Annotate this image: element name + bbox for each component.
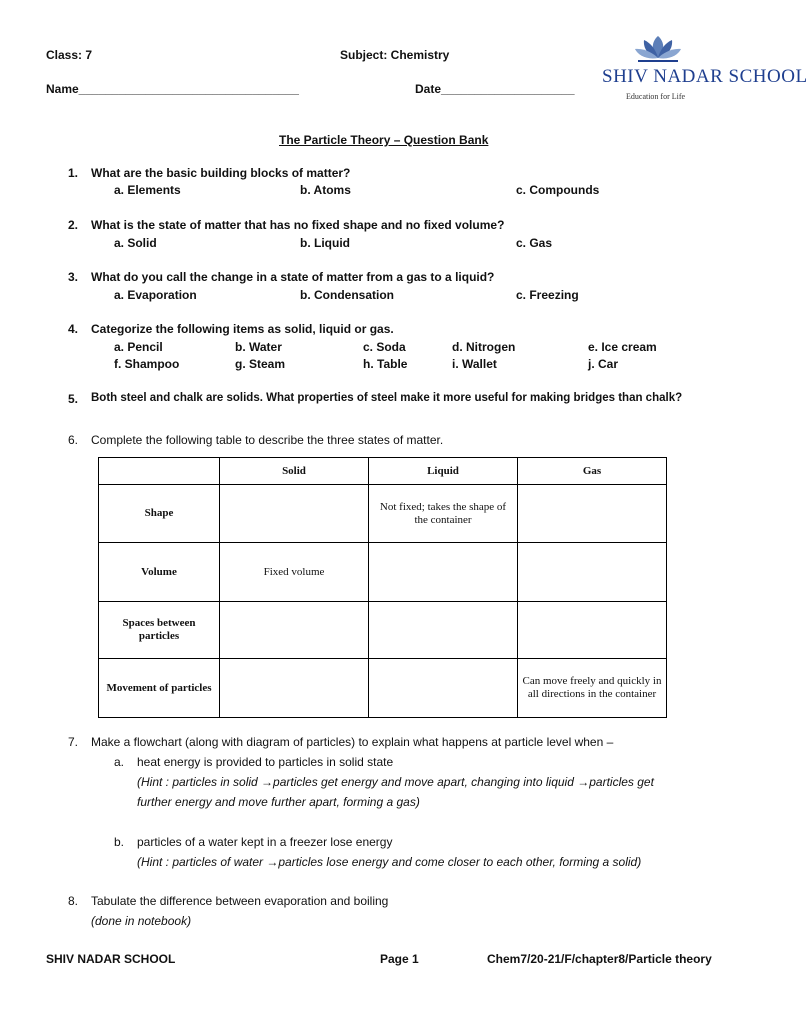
item: a. Pencil bbox=[114, 340, 163, 354]
note-text: (done in notebook) bbox=[91, 914, 192, 928]
item: c. Soda bbox=[363, 340, 406, 354]
question-number: 2. bbox=[68, 218, 79, 232]
table-cell bbox=[220, 659, 369, 718]
item: b. Water bbox=[235, 340, 282, 354]
question-text: What is the state of matter that has no fixed shape and no fixed volume? bbox=[91, 218, 505, 232]
class-label: Class: 7 bbox=[46, 48, 93, 62]
item: g. Steam bbox=[235, 357, 286, 371]
question-number: 1. bbox=[68, 166, 79, 180]
option: a. Elements bbox=[114, 183, 181, 197]
table-row bbox=[99, 485, 667, 543]
row-header: Shape bbox=[99, 485, 220, 543]
question-text: Complete the following table to describe the three states of matter. bbox=[91, 433, 444, 447]
school-tagline: Education for Life bbox=[626, 92, 686, 101]
school-logo-name: SHIV NADAR SCHOOL bbox=[602, 66, 808, 87]
question-text: What do you call the change in a state of matter from a gas to a liquid? bbox=[91, 270, 495, 284]
table-header-cell bbox=[99, 458, 220, 485]
option: c. Compounds bbox=[516, 183, 600, 197]
option: c. Gas bbox=[516, 236, 553, 250]
question-number: 6. bbox=[68, 433, 79, 447]
table-header-cell: Solid bbox=[220, 458, 369, 485]
states-of-matter-table bbox=[98, 457, 667, 718]
hint-text: further energy and move further apart, forming a gas) bbox=[137, 795, 420, 809]
sub-question-text: heat energy is provided to particles in solid state bbox=[137, 755, 394, 769]
table-cell bbox=[518, 602, 667, 659]
table-cell bbox=[369, 602, 518, 659]
table-header-row bbox=[99, 458, 667, 485]
option: b. Liquid bbox=[300, 236, 350, 250]
question-text: Make a flowchart (along with diagram of particles) to explain what happens at particle level when – bbox=[91, 735, 614, 749]
option: b. Condensation bbox=[300, 288, 394, 302]
item: h. Table bbox=[363, 357, 408, 371]
option: b. Atoms bbox=[300, 183, 351, 197]
item: i. Wallet bbox=[452, 357, 497, 371]
table-header-cell: Gas bbox=[518, 458, 667, 485]
option: a. Solid bbox=[114, 236, 157, 250]
sub-question-label: a. bbox=[114, 755, 125, 769]
table-cell bbox=[220, 602, 369, 659]
row-header: Spaces between particles bbox=[99, 602, 220, 659]
table-row bbox=[99, 602, 667, 659]
row-header: Movement of particles bbox=[99, 659, 220, 718]
item: j. Car bbox=[588, 357, 619, 371]
footer-code: Chem7/20-21/F/chapter8/Particle theory bbox=[487, 952, 712, 966]
table-cell bbox=[369, 543, 518, 602]
name-field: Name_________________________________ bbox=[46, 82, 299, 96]
hint-text: (Hint : particles in solid →particles get energy and move apart, changing into liquid →particles get bbox=[137, 775, 654, 789]
item: d. Nitrogen bbox=[452, 340, 516, 354]
subject-label: Subject: Chemistry bbox=[340, 48, 450, 62]
question-number: 4. bbox=[68, 322, 79, 336]
hint-text: (Hint : particles of water →particles lose energy and come closer to each other, forming a solid) bbox=[137, 855, 642, 869]
table-cell: Can move freely and quickly in all directions in the container bbox=[518, 659, 667, 718]
sub-question-text: particles of a water kept in a freezer lose energy bbox=[137, 835, 393, 849]
school-logo bbox=[588, 30, 808, 105]
table-cell bbox=[518, 485, 667, 543]
lotus-icon bbox=[588, 30, 728, 66]
question-number: 3. bbox=[68, 270, 79, 284]
table-cell: Fixed volume bbox=[220, 543, 369, 602]
table-cell bbox=[369, 659, 518, 718]
row-header: Volume bbox=[99, 543, 220, 602]
question-text: Both steel and chalk are solids. What properties of steel make it more useful for making bridges than chalk? bbox=[91, 392, 683, 404]
table-cell bbox=[220, 485, 369, 543]
option: a. Evaporation bbox=[114, 288, 197, 302]
item: e. Ice cream bbox=[588, 340, 657, 354]
page-title: The Particle Theory – Question Bank bbox=[279, 133, 489, 147]
question-text: Tabulate the difference between evaporation and boiling bbox=[91, 894, 389, 908]
footer-page: Page 1 bbox=[380, 952, 419, 966]
question-number: 8. bbox=[68, 894, 79, 908]
table-cell bbox=[518, 543, 667, 602]
question-number: 7. bbox=[68, 735, 79, 749]
table-cell: Not fixed; takes the shape of the container bbox=[369, 485, 518, 543]
table-header-cell: Liquid bbox=[369, 458, 518, 485]
question-text: Categorize the following items as solid, liquid or gas. bbox=[91, 322, 394, 336]
question-number: 5. bbox=[68, 392, 79, 406]
date-field: Date____________________ bbox=[415, 82, 575, 96]
question-text: What are the basic building blocks of matter? bbox=[91, 166, 351, 180]
table-row bbox=[99, 659, 667, 718]
table-row bbox=[99, 543, 667, 602]
footer-school: SHIV NADAR SCHOOL bbox=[46, 952, 176, 966]
option: c. Freezing bbox=[516, 288, 579, 302]
sub-question-label: b. bbox=[114, 835, 125, 849]
item: f. Shampoo bbox=[114, 357, 180, 371]
